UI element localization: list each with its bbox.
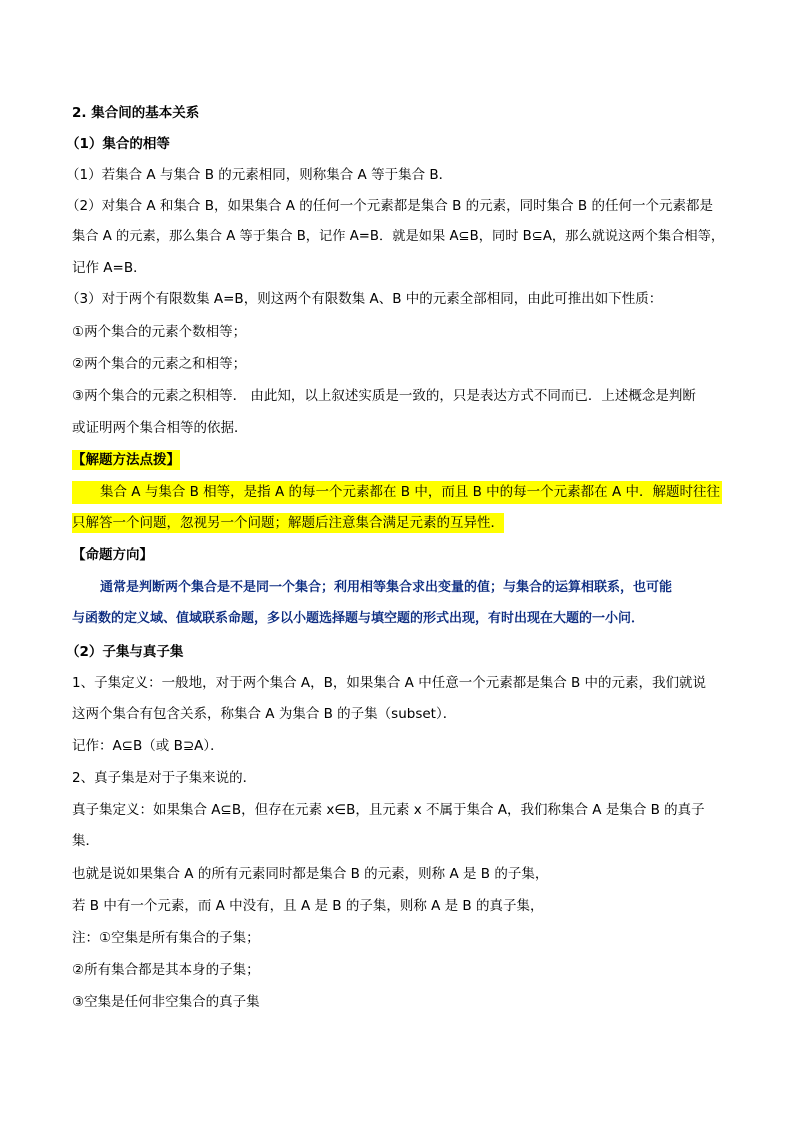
subset-def-line-2: 这两个集合有包含关系，称集合 A 为集合 B 的子集（subset）． <box>72 706 457 722</box>
note-2: ②所有集合都是其本身的子集； <box>72 962 260 978</box>
paragraph-2-line-1: （2）对集合 A 和集合 B，如果集合 A 的任何一个元素都是集合 B 的元素，同时集合 B 的任何一个元素都是 <box>66 198 713 214</box>
proper-subset-def-line-1: 真子集定义：如果集合 A⊆B，但存在元素 x∈B，且元素 x 不属于集合 A，我们称集合 A 是集合 B 的真子 <box>72 802 705 818</box>
paragraph-1: （1）若集合 A 与集合 B 的元素相同，则称集合 A 等于集合 B． <box>66 167 453 183</box>
direction-title: 【命题方向】 <box>72 547 153 563</box>
note-3: ③空集是任何非空集合的真子集 <box>72 994 260 1010</box>
subsection-title-equality: （1）集合的相等 <box>66 136 170 152</box>
section-title: 2. 集合间的基本关系 <box>72 105 200 121</box>
subset-def-line-1: 1、子集定义：一般地，对于两个集合 A，B，如果集合 A 中任意一个元素都是集合 B 中的元素，我们就说 <box>72 675 707 691</box>
paragraph-2-line-3: 记作 A=B． <box>72 260 147 276</box>
method-tips-title: 【解题方法点拨】 <box>72 452 180 468</box>
property-3-line-1: ③两个集合的元素之积相等． 由此知，以上叙述实质是一致的，只是表达方式不同而已．上述概念是判断 <box>72 388 696 404</box>
subset-notation: 记作：A⊆B（或 B⊇A）． <box>72 738 224 754</box>
property-1: ①两个集合的元素个数相等； <box>72 324 247 340</box>
subset-explanation: 也就是说如果集合 A 的所有元素同时都是集合 B 的元素，则称 A 是 B 的子集， <box>72 866 549 882</box>
proper-subset-intro: 2、真子集是对于子集来说的． <box>72 770 257 786</box>
method-tips-line-2: 只解答一个问题，忽视另一个问题；解题后注意集合满足元素的互异性． <box>72 515 504 531</box>
note-1: 注：①空集是所有集合的子集； <box>72 930 260 946</box>
paragraph-2-line-2: 集合 A 的元素，那么集合 A 等于集合 B，记作 A=B．就是如果 A⊆B，同时 B⊆A，那么就说这两个集合相等， <box>72 229 725 244</box>
proper-subset-def-line-2: 集． <box>72 833 99 849</box>
direction-line-2: 与函数的定义域、值域联系命题，多以小题选择题与填空题的形式出现，有时出现在大题的一小问． <box>72 611 645 626</box>
method-tips-line-1: 集合 A 与集合 B 相等，是指 A 的每一个元素都在 B 中，而且 B 中的每一个元素都在 A 中．解题时往往 <box>100 484 720 500</box>
paragraph-3: （3）对于两个有限数集 A=B，则这两个有限数集 A、B 中的元素全部相同，由此可推出如下性质： <box>66 291 663 307</box>
proper-subset-explanation: 若 B 中有一个元素，而 A 中没有，且 A 是 B 的子集，则称 A 是 B 的真子集， <box>72 898 544 914</box>
property-3-line-2: 或证明两个集合相等的依据． <box>72 420 248 436</box>
property-2: ②两个集合的元素之和相等； <box>72 356 247 372</box>
direction-line-1: 通常是判断两个集合是不是同一个集合；利用相等集合求出变量的值；与集合的运算相联系，也可能 <box>100 580 673 595</box>
subsection-title-subset: （2）子集与真子集 <box>66 644 184 660</box>
